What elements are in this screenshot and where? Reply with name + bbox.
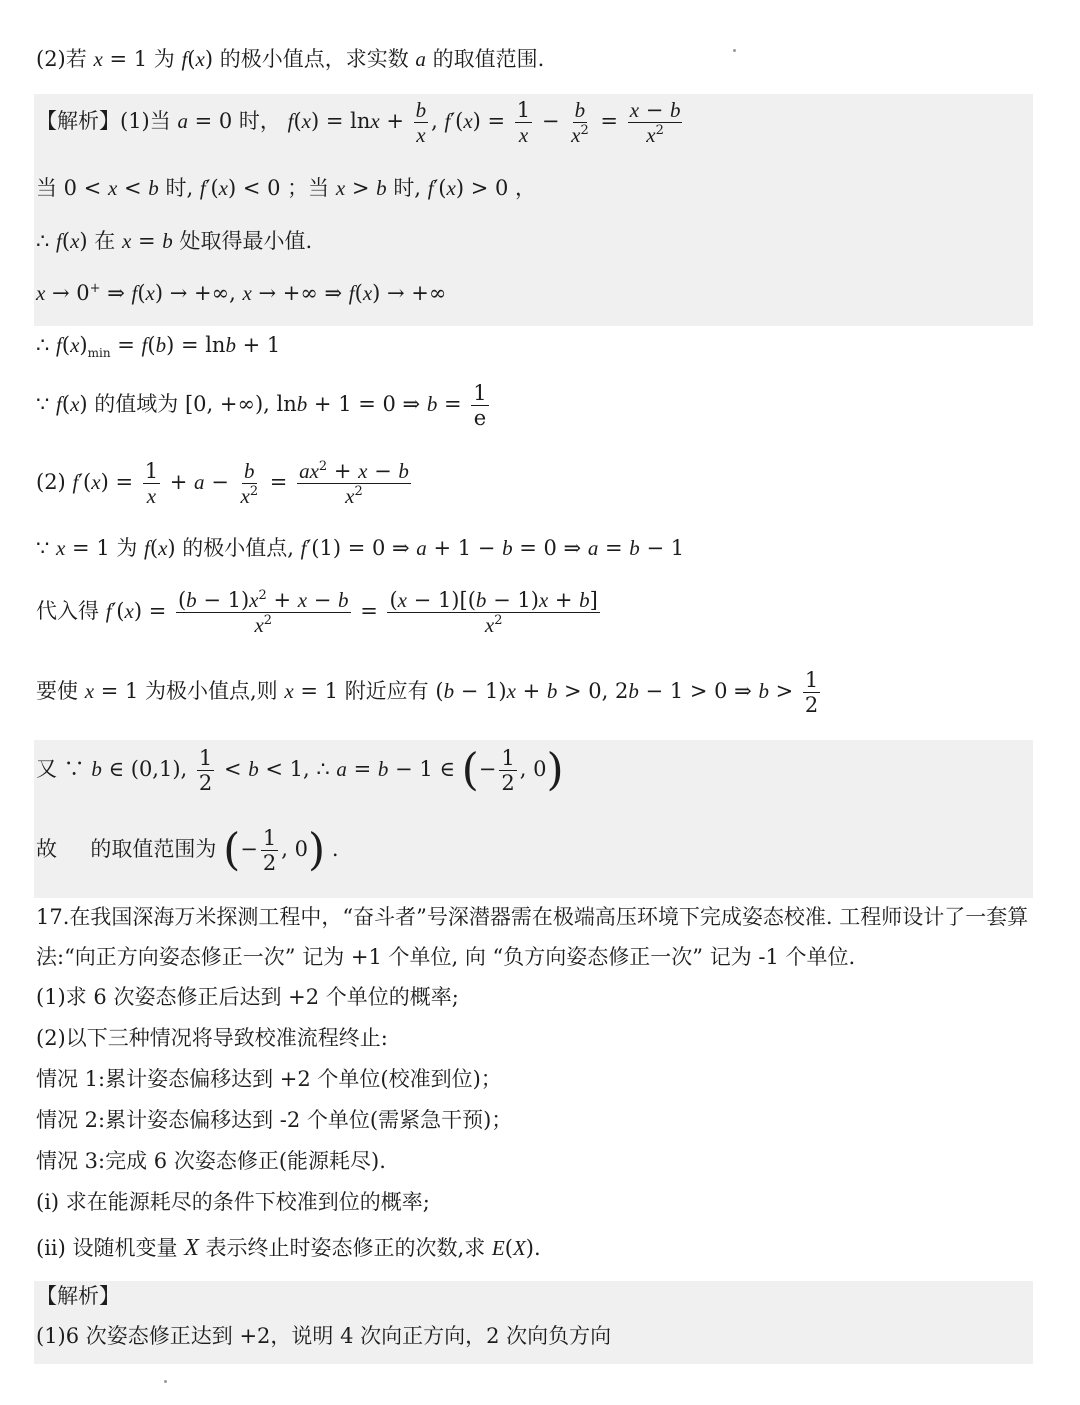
solution1-line3: ∴ f(x) 在 x = b 处取得最小值. (36, 229, 313, 253)
solution17-shade (34, 1281, 1033, 1364)
solution2-line2: ∵ x = 1 为 f(x) 的极小值点, f′(1) = 0 ⇒ a + 1 − b = 0 ⇒ a = b − 1 (36, 536, 685, 560)
q17-line3: (1)求 6 次姿态修正后达到 +2 个单位的概率; (36, 985, 459, 1009)
solution1-line6: ∵ f(x) 的值域为 [0, +∞), lnb + 1 = 0 ⇒ b = $\frac{1}{e}$ (36, 381, 487, 431)
solution2-line4: 要使 x = 1 为极小值点,则 x = 1 附近应有 (b − 1)x + b > 0, 2b − 1 > 0 ⇒ b > $\frac{1}{2}$ (36, 668, 819, 718)
q17-line2: 法:“向正方向姿态修正一次” 记为 +1 个单位, 向 “负方向姿态修正一次” 记为 -1 个单位. (36, 945, 856, 969)
solution17-line1: (1)6 次姿态修正达到 +2，说明 4 次向正方向，2 次向负方向 (36, 1324, 612, 1348)
q17-line4: (2)以下三种情况将导致校准流程终止: (36, 1026, 388, 1050)
q17-line9: (ii) 设随机变量 X 表示终止时姿态修正的次数,求 E(X). (36, 1235, 541, 1261)
solution17-head: 【解析】 (36, 1284, 120, 1308)
solution2-line5: 又 ∵ b ∈ (0,1), $\frac{1}{2}$ < b < 1, ∴ a = b − 1 ∈ (− $\frac{1}{2}$ , 0) (36, 744, 564, 796)
solution2-line3: 代入得 f′(x) = $\frac{(b - 1)x^2 + x - b}{x^2}$ = $\frac{(x - 1)[(b - 1)x + b]}{x^2}$ (36, 588, 598, 638)
part2-question: (2)若 x = 1 为 f(x) 的极小值点，求实数 a 的取值范围. (36, 47, 545, 71)
q17-line1: 17.在我国深海万米探测工程中，“奋斗者”号深潜器需在极端高压环境下完成姿态校准. 工程师设计了一套算 (36, 905, 1029, 929)
speck (164, 1380, 167, 1383)
q17-line5: 情况 1:累计姿态偏移达到 +2 个单位(校准到位)； (36, 1067, 502, 1091)
solution1-line4: x → 0+ ⇒ f(x) → +∞, x → +∞ ⇒ f(x) → +∞ (36, 281, 447, 305)
solution2-line6: 故 的取值范围为 (− $\frac{1}{2}$ , 0) . (36, 824, 339, 876)
q17-line6: 情况 2:累计姿态偏移达到 -2 个单位(需紧急干预)； (36, 1108, 513, 1132)
solution1-line1: 【解析】(1)当 a = 0 时， f(x) = lnx + $\frac{b}{x}$ , f′(x) = $\frac{1}{x}$ − $\frac{b}{x^2}$ = $\frac{x - b}{x^2}$ (36, 98, 681, 148)
solution2-line1: (2) f′(x) = $\frac{1}{x}$ + a − $\frac{b}{x^2}$ = $\frac{ax^2 + x - b}{x^2}$ (36, 459, 409, 509)
q17-line7: 情况 3:完成 6 次姿态修正(能源耗尽). (36, 1149, 386, 1173)
solution1-line5: ∴ $f(x)_{min} = f(b) = \ln b + 1$ (36, 333, 281, 361)
solution1-line2: 当 0 < x < b 时, f′(x) < 0 ；当 x > b 时, f′(x) > 0 ， (36, 176, 537, 200)
q17-line8: (i) 求在能源耗尽的条件下校准到位的概率; (36, 1190, 430, 1214)
speck (733, 49, 736, 52)
